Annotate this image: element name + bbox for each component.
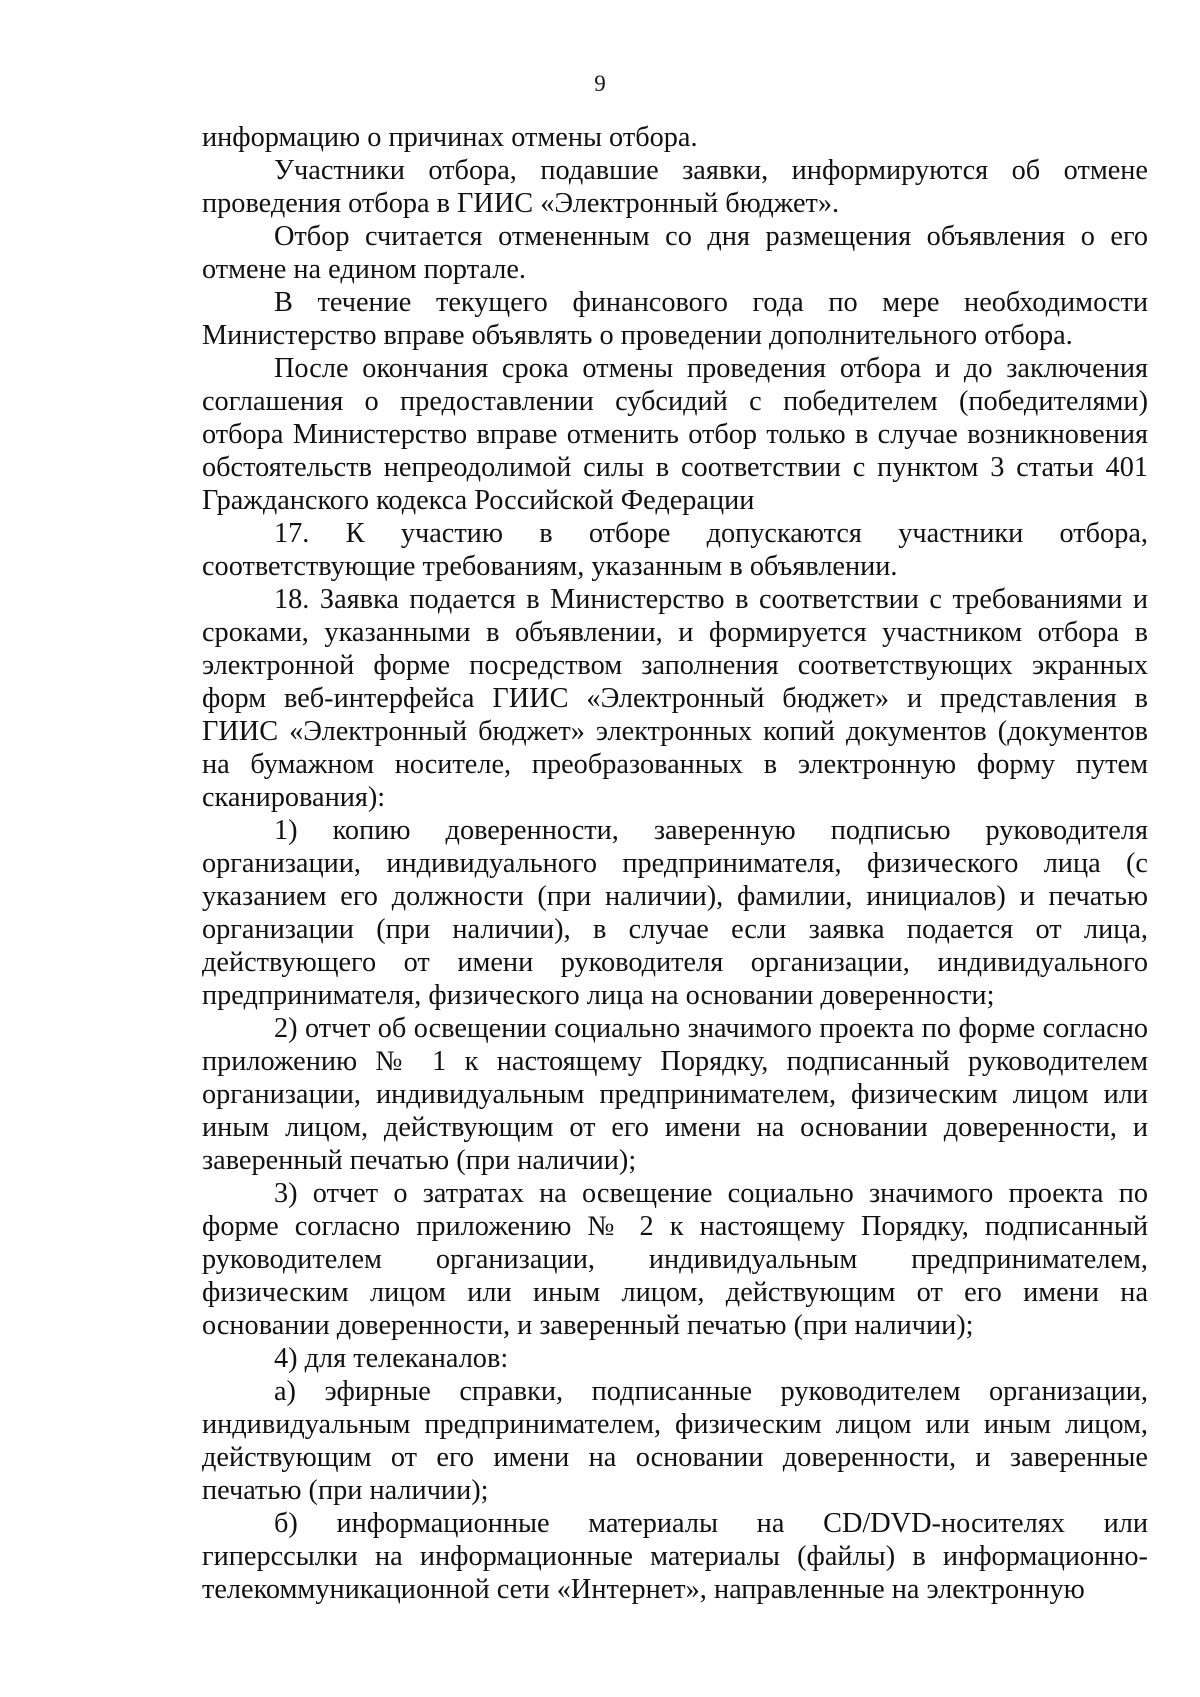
sub-list-item: б) информационные материалы на CD/DVD-носителях или гиперссылки на информационные материалы (файлы) в информационно-телекоммуникационной сети «Интернет», направленные на электронную	[202, 1508, 1148, 1605]
paragraph: 17. К участию в отборе допускаются участники отбора, соответствующие требованиям, указанным в объявлении.	[202, 518, 1148, 582]
list-item: 1) копию доверенности, заверенную подписью руководителя организации, индивидуального предпринимателя, физического лица (с указанием его должности (при наличии), фамилии, инициалов) и печатью организации (при наличии), в случае если заявка подается от лица, действующего от имени руководителя организации, индивидуального предпринимателя, физического лица на основании доверенности;	[202, 815, 1148, 1011]
page-number: 9	[594, 71, 606, 96]
paragraph: Участники отбора, подавшие заявки, информируются об отмене проведения отбора в ГИИС «Электронный бюджет».	[202, 155, 1148, 219]
paragraph: информацию о причинах отмены отбора.	[202, 122, 698, 153]
document-body	[202, 121, 1148, 1606]
list-item: 3) отчет о затратах на освещение социально значимого проекта по форме согласно приложению № 2 к настоящему Порядку, подписанный руководителем организации, индивидуальным предпринимателем, физическим лицом или иным лицом, действующим от его имени на основании доверенности, и заверенный печатью (при наличии);	[202, 1178, 1148, 1341]
paragraph: После окончания срока отмены проведения отбора и до заключения соглашения о предоставлении субсидий с победителем (победителями) отбора Министерство вправе отменить отбор только в случае возникновения обстоятельств непреодолимой силы в соответствии с пунктом 3 статьи 401 Гражданского кодекса Российской Федерации	[202, 353, 1148, 516]
list-item: 2) отчет об освещении социально значимого проекта по форме согласно приложению № 1 к настоящему Порядку, подписанный руководителем организации, индивидуальным предпринимателем, физическим лицом или иным лицом, действующим от его имени на основании доверенности, и заверенный печатью (при наличии);	[202, 1013, 1148, 1176]
paragraph: В течение текущего финансового года по мере необходимости Министерство вправе объявлять о проведении дополнительного отбора.	[202, 287, 1148, 351]
paragraph: 18. Заявка подается в Министерство в соответствии с требованиями и сроками, указанными в объявлении, и формируется участником отбора в электронной форме посредством заполнения соответствующих экранных форм веб-интерфейса ГИИС «Электронный бюджет» и представления в ГИИС «Электронный бюджет» электронных копий документов (документов на бумажном носителе, преобразованных в электронную форму путем сканирования):	[202, 584, 1148, 813]
paragraph: Отбор считается отмененным со дня размещения объявления о его отмене на едином портале.	[202, 221, 1148, 285]
list-item: 4) для телеканалов:	[274, 1343, 509, 1374]
sub-list-item: а) эфирные справки, подписанные руководителем организации, индивидуальным предпринимателем, физическим лицом или иным лицом, действующим от его имени на основании доверенности, и заверенные печатью (при наличии);	[202, 1376, 1148, 1506]
